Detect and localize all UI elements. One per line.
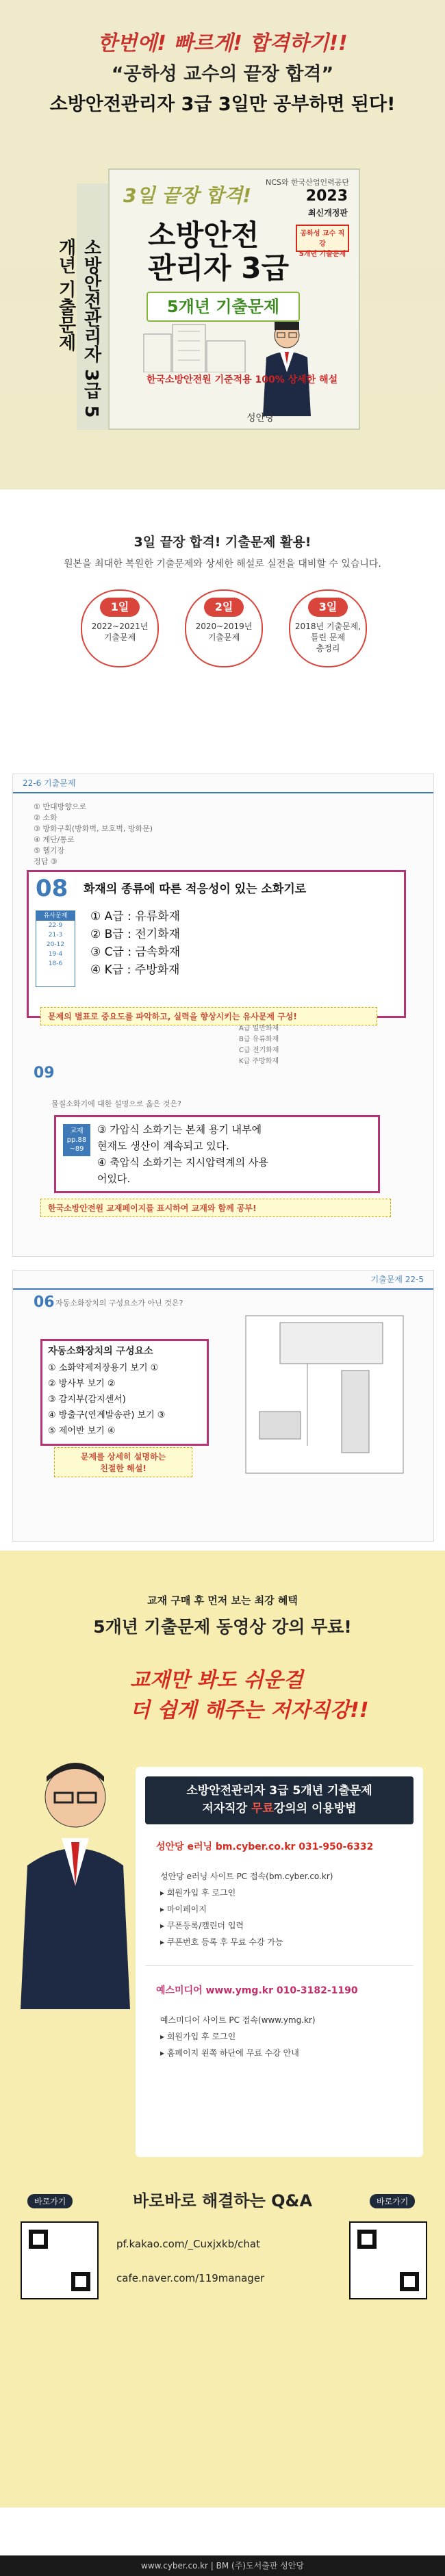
- brand-elearning[interactable]: 성안당 e러닝 bm.cyber.co.kr 031-950-6332: [156, 1841, 374, 1852]
- cafe-badge[interactable]: 바로가기: [370, 2194, 415, 2208]
- promo-card-title1: 소방안전관리자 3급 5개년 기출문제: [186, 1784, 372, 1798]
- promo-card-title2-c: 강의의 이용방법: [273, 1802, 357, 1815]
- question-answers: ① A급 : 유류화재 ② B급 : 전기화재 ③ C급 : 금속화재 ④ K급 : 주방화재: [90, 910, 181, 977]
- hero-line2: 소방안전관리자 3급 3일만 공부하면 된다!: [49, 94, 396, 115]
- callout-textbook-page: 한국소방안전원 교재페이지를 표시하여 교재와 함께 공부!: [40, 1199, 391, 1217]
- kitchen-diagram: [239, 1309, 410, 1480]
- kakao-qr-icon[interactable]: [21, 2221, 99, 2299]
- promo-card-title2-free: 무료: [251, 1802, 274, 1815]
- kakao-badge[interactable]: 바로가기: [27, 2194, 73, 2208]
- sample-page-1-cont: [12, 1099, 434, 1257]
- yesmedia-steps: 예스미디어 사이트 PC 접속(www.ymg.kr) ▸ 회원가입 후 로그인 ▸ 홈페이지 왼쪽 하단에 무료 수강 안내: [160, 2015, 316, 2058]
- book-cover: [55, 168, 360, 430]
- components-box: [40, 1339, 209, 1446]
- cafe-link[interactable]: cafe.naver.com/119manager: [116, 2272, 265, 2284]
- hero-slogan: 한번에! 빠르게! 합격하기!!: [97, 31, 348, 55]
- promo-card-title2: [145, 1800, 414, 1818]
- elearning-steps: 성안당 e러닝 사이트 PC 접속(bm.cyber.co.kr) ▸ 회원가입 후 로그인 ▸ 마이페이지 ▸ 쿠폰등록/캘린더 입력 ▸ 쿠폰번호 등록 후 무료 수강 가능: [160, 1872, 333, 1947]
- cover-features: 한국소방안전원 기준적용 100% 상세한 해설: [147, 374, 338, 385]
- cover-publisher: 성안당: [246, 413, 275, 424]
- cover-title-line1: 소방안전: [148, 218, 259, 252]
- author-photo: [14, 1749, 137, 2009]
- day-number: 1일: [100, 598, 140, 617]
- day-plan: [81, 589, 364, 685]
- intro-desc: 원본을 최대한 복원한 기출문제와 상세한 해설로 실전을 대비할 수 있습니다.: [64, 559, 381, 570]
- promo-free-lecture: 5개년 기출문제 동영상 강의 무료!: [93, 1617, 352, 1637]
- footer: www.cyber.co.kr | BM (주)도서출판 성안당: [0, 2555, 445, 2576]
- sample-header: 22-6 기출문제: [13, 774, 433, 793]
- day-circle-1: [81, 589, 159, 667]
- cover-badge: NCS와 한국산업인력공단: [265, 178, 349, 187]
- cover-tag: 3일 끝장 합격!: [123, 184, 251, 207]
- question-06-text: 자동소화장치의 구성요소가 아닌 것은?: [55, 1299, 183, 1308]
- cover-edition: 최신개정판: [308, 208, 348, 218]
- day-circle-3: [289, 589, 367, 667]
- exam-year-table: 유사문제 22-9 21-3 20-12 19-4 18-6: [36, 910, 75, 987]
- cover-subtitle: 5개년 기출문제: [147, 292, 300, 322]
- promo-card: [136, 1767, 423, 2157]
- question-09-box: [54, 1115, 380, 1193]
- hero-line1: “공하성 교수의 끝장 합격”: [111, 64, 334, 85]
- intro-section: [0, 489, 445, 653]
- day-number: 2일: [204, 598, 244, 617]
- class-table: A급 일반화재 B급 유류화재 C급 전기화재 K급 주방화재: [239, 1025, 279, 1065]
- promo-card-title2-a: 저자직강: [202, 1802, 251, 1815]
- question-06-number: 06: [34, 1294, 55, 1311]
- book-spine: [55, 183, 110, 430]
- kakao-link[interactable]: pf.kakao.com/_Cuxjxkb/chat: [116, 2238, 260, 2250]
- day-text: 2018년 기출문제, 틀린 문제 총정리: [294, 622, 361, 653]
- building-illustration: [137, 320, 253, 372]
- qa-title: 바로바로 해결하는 Q&A: [132, 2191, 313, 2210]
- promo-card-head: [145, 1776, 414, 1824]
- components-list: ① 소화약제저장용기 보기 ① ② 방사부 보기 ② ③ 감지부(감지센서) ④ 방출구(연계발송관) 보기 ③ ⑤ 제어반 보기 ④: [48, 1363, 166, 1436]
- day-text: 2022~2021년 기출문제: [91, 622, 149, 642]
- author-illustration: [256, 316, 318, 416]
- day-text: 2020~2019년 기출문제: [195, 622, 253, 642]
- question-09-text: 물질소화기에 대한 설명으로 옳은 것은?: [51, 1099, 181, 1108]
- callout-detailed-explanation: 문제를 상세히 설명하는 친절한 해설!: [54, 1447, 192, 1477]
- cover-title: [148, 219, 289, 285]
- hero-banner: [0, 0, 445, 489]
- question-09-answers: ③ 가압식 소화기는 본체 용기 내부에 현재도 생산이 계속되고 있다. ④ 축압식 소화기는 지시압력계의 사용 어있다.: [97, 1123, 268, 1185]
- components-title: 자동소화장치의 구성요소: [48, 1346, 153, 1357]
- intro-title: 3일 끝장 합격! 기출문제 활용!: [134, 535, 312, 550]
- sample-page-1: [12, 774, 434, 1100]
- spine-text: 소방안전관리자 3급 5개년 기출문제: [55, 238, 101, 418]
- question-number: 08: [36, 875, 68, 902]
- book-front: [108, 168, 360, 430]
- prev-answer-text: ① 반대방향으로 ② 소화 ③ 방화구획(방화벽, 보호벽, 방화문) ④ 계단/통로 ⑤ 헬기장 정답 ③: [34, 802, 153, 866]
- cafe-qr-icon[interactable]: [349, 2221, 427, 2299]
- card-divider: [145, 1965, 414, 1966]
- promo-benefit: 교재 구매 후 먼저 보는 최강 혜택: [147, 1594, 298, 1607]
- cover-red-box: 공하성 교수 직강 5개년 기출문제: [296, 225, 349, 252]
- cover-title-line2: 관리자 3급: [148, 251, 290, 285]
- cover-year: 2023: [305, 188, 348, 205]
- brand-yesmedia[interactable]: 예스미디어 www.ymg.kr 010-3182-1190: [156, 1985, 358, 1996]
- day-number: 3일: [308, 598, 348, 617]
- sample-page-2: [12, 1270, 434, 1542]
- question-title: 화재의 종류에 따른 적응성이 있는 소화기로: [84, 882, 307, 896]
- promo-section: [0, 1551, 445, 2508]
- textbook-page-pill: 교재 pp.88 ~89: [63, 1124, 90, 1156]
- sample-header: 기출문제 22-5: [13, 1271, 433, 1290]
- qa-section: [0, 2187, 445, 2345]
- question-08-box: [27, 870, 406, 1018]
- promo-handwriting: 교재만 봐도 쉬운걸 더 쉽게 해주는 저자직강!!: [130, 1668, 369, 1722]
- day-circle-2: [185, 589, 263, 667]
- callout-similar-questions: 문제의 별표로 중요도를 파악하고, 실력을 향상시키는 유사문제 구성!: [40, 1007, 377, 1025]
- question-09-number: 09: [34, 1064, 55, 1082]
